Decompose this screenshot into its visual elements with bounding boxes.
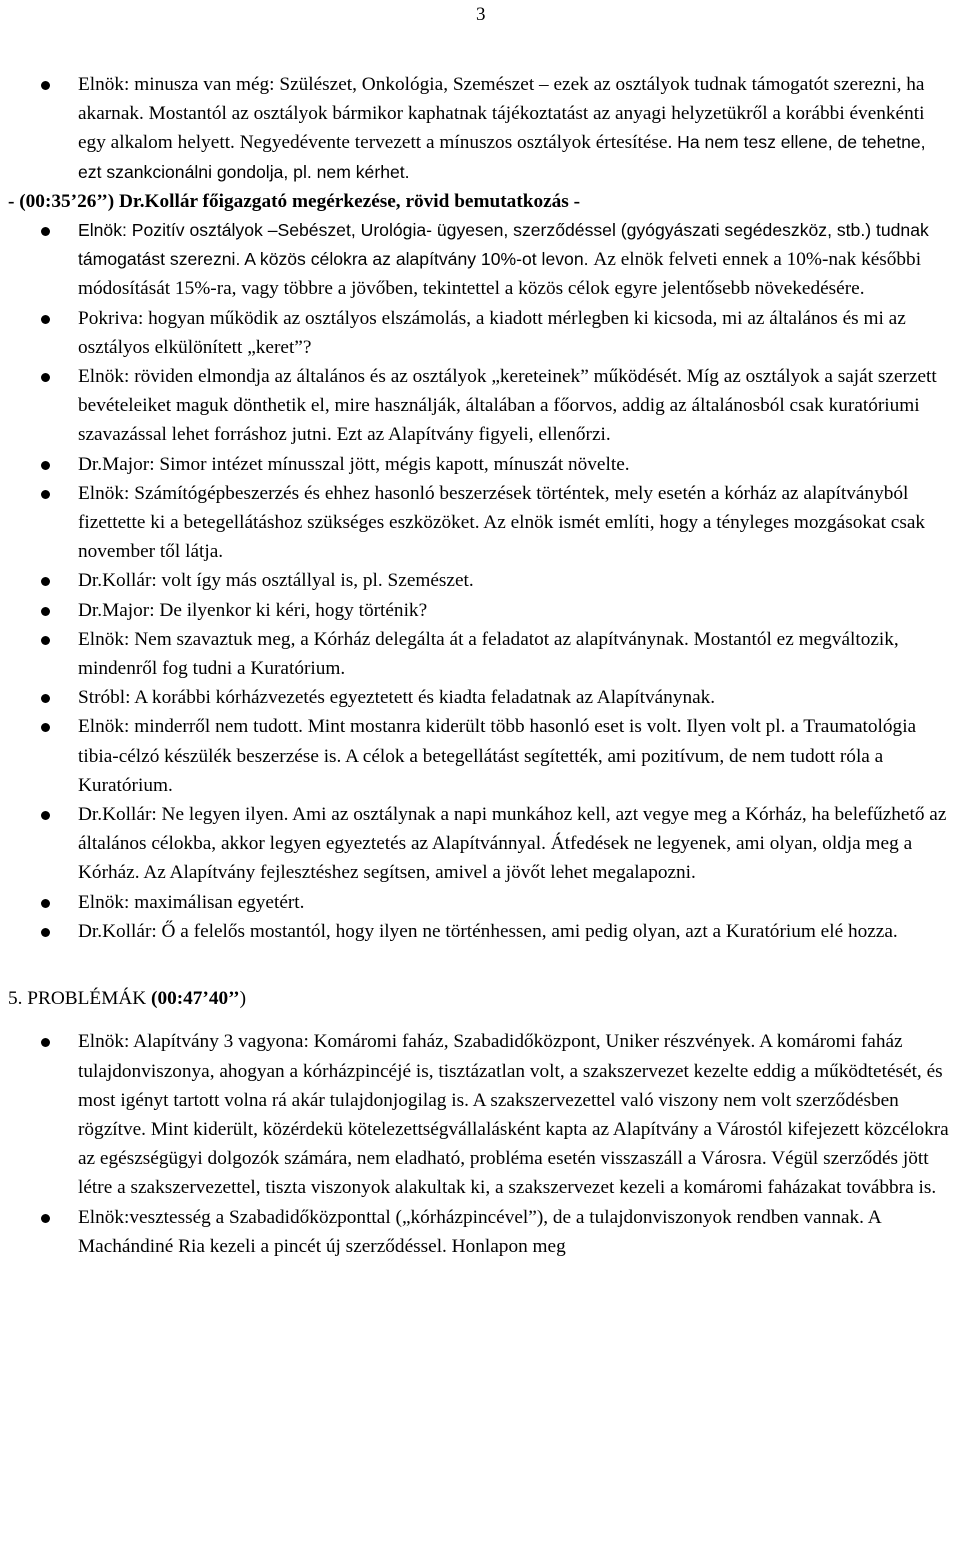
timestamp-prefix: - (00:35’26’’)	[8, 190, 119, 212]
list-item	[0, 1027, 960, 1202]
paragraph-text: Elnök: minderről nem tudott. Mint mostanra kiderült több hasonló eset is volt. Ilyen volt pl. a Traumatológia tibia-célzó készülék beszerzése is. A célok a betegellátást segítették, ami pozitívum, de nem tudott róla a Kuratórium.	[78, 716, 917, 796]
list-item	[0, 450, 960, 479]
bullet-list-2	[0, 216, 960, 946]
paragraph-text: Elnök: minusza van még: Szülészet, Onkológia, Szemészet – ezek az osztályok tudnak támogatót szerezni, ha akarnak. Mostantól az osztályok bármikor kaphatnak tájékoztatást az anyagi helyzetükről a korábbi évenkénti egy alkalom helyett. Negyedévente tervezett a mínuszos osztályok értesítése.	[78, 74, 925, 154]
bullet-icon	[41, 315, 50, 324]
bullet-icon	[41, 81, 50, 90]
paragraph-text: Dr.Major: De ilyenkor ki kéri, hogy történik?	[78, 599, 428, 621]
bullet-icon	[41, 577, 50, 586]
list-item	[0, 888, 960, 917]
list-item	[0, 70, 960, 187]
paragraph-text: Dr.Major: Simor intézet mínusszal jött, mégis kapott, mínuszát növelte.	[78, 453, 630, 475]
list-item	[0, 917, 960, 946]
list-item	[0, 362, 960, 450]
bullet-icon	[41, 373, 50, 382]
paragraph-text: Elnök: Számítógépbeszerzés és ehhez hasonló beszerzések történtek, mely esetén a kórház az alapítványból fizettette ki a betegellátáshoz szükséges eszközöket. Az elnök ismét említi, hogy a tényleges mozgásokat csak november től látja.	[78, 482, 926, 563]
paragraph-text: Elnök: Pozitív osztályok –Sebészet, Urológia- ügyesen, szerződéssel (gyógyászati segédeszköz, stb.) tudnak támogatást szerezni. A közös célokra az alapítvány 10%-ot levon.	[78, 220, 929, 270]
section-heading-prefix: 5. PROBLÉMÁK	[8, 988, 152, 1010]
bullet-icon	[41, 928, 50, 937]
bullet-list-1	[0, 70, 960, 187]
bullet-icon	[41, 490, 50, 499]
bullet-icon	[41, 461, 50, 470]
paragraph-text: Elnök: röviden elmondja az általános és az osztályok „kereteinek” működését. Míg az osztályok a saját szerzett bevételeiket maguk dönthetik el, mire használják, általában a főorvos, addig az általánosból csak kuratóriumi szavazással lehet forráshoz jutni. Ezt az Alapítvány figyeli, ellenőrzi.	[78, 366, 937, 446]
bullet-icon	[41, 899, 50, 908]
list-item	[0, 566, 960, 595]
list-item	[0, 1203, 960, 1261]
document-body	[0, 70, 960, 1261]
bullet-icon	[41, 636, 50, 645]
paragraph-text: Elnök: Nem szavaztuk meg, a Kórház delegálta át a feladatot az alapítványnak. Mostantól ez megváltozik, mindenről fog tudni a Kuratórium.	[78, 628, 899, 680]
list-item	[0, 625, 960, 683]
paragraph-text: Dr.Kollár: volt így más osztállyal is, pl. Szemészet.	[78, 570, 474, 592]
list-item	[0, 596, 960, 625]
section-heading-suffix: )	[239, 988, 246, 1010]
paragraph-text: Dr.Kollár: Ő a felelős mostantól, hogy ilyen ne történhessen, ami pedig olyan, azt a Kuratórium elé hozza.	[78, 920, 898, 942]
bullet-icon	[41, 227, 50, 236]
list-item	[0, 304, 960, 362]
bullet-icon	[41, 1038, 50, 1047]
bullet-icon	[41, 694, 50, 703]
bullet-icon	[41, 1214, 50, 1223]
bullet-list-3	[0, 1027, 960, 1261]
paragraph-text: Ha nem tesz ellene, de tehetne, ezt szankcionálni gondolja, pl. nem kérhet.	[78, 132, 926, 182]
bullet-icon	[41, 723, 50, 732]
list-item	[0, 800, 960, 888]
paragraph-text: Elnök: maximálisan egyetért.	[78, 891, 305, 913]
section-heading	[0, 984, 960, 1013]
paragraph-text: Elnök: Alapítvány 3 vagyona: Komáromi faház, Szabadidőközpont, Uniker részvények. A komáromi faház tulajdonviszonya, ahogyan a kórházpincéjé is, tisztázatlan volt, a szakszervezet kezelte eddig a működtetését, és most igényt tartott volna rá akár tulajdonjogilag is. A szakszervezettel való viszony nem volt szerződésben rögzítve. Mint kiderült, közérdekü kötelezettségvállalásként kapta az Alapítvány a Várostól kifejezett közcélokra az egészségügyi dolgozók számára, nem eladható, probléma esetén visszaszáll a Városra. Végül szerződés jött létre a szakszervezettel, tiszta viszonyok alakultak ki, a szakszervezet kezeli a komáromi faházakat továbbra is.	[78, 1031, 949, 1199]
section-heading-time: (00:47’40’’	[151, 988, 240, 1010]
timestamp-line	[0, 187, 960, 216]
paragraph-text: Stróbl: A korábbi kórházvezetés egyeztetett és kiadta feladatnak az Alapítványnak.	[78, 687, 716, 709]
list-item	[0, 712, 960, 800]
bullet-icon	[41, 607, 50, 616]
list-item	[0, 683, 960, 712]
paragraph-text: Elnök:vesztesség a Szabadidőközponttal („kórházpincével”), de a tulajdonviszonyok rendben vannak. A Machándiné Ria kezeli a pincét új szerződéssel. Honlapon meg	[78, 1206, 881, 1257]
paragraph-text: Dr.Kollár: Ne legyen ilyen. Ami az osztálynak a napi munkához kell, azt vegye meg a Kórház, ha belefűzhető az általános célokba, akkor legyen egyeztetés az Alapítvánnyal. Átfedések ne legyenek, ami olyan, oldja meg a Kórház. Az Alapítvány fejlesztéshez segítsen, amivel a jövőt lehet megalapozni.	[78, 804, 947, 884]
list-item	[0, 479, 960, 567]
timestamp-title: Dr.Kollár főigazgató megérkezése, rövid bemutatkozás -	[119, 190, 581, 212]
paragraph-text: Pokriva: hogyan működik az osztályos elszámolás, a kiadott mérlegben ki kicsoda, mi az általános és mi az osztályos elkülönített „keret”?	[78, 307, 906, 358]
paragraph-text: Az elnök felveti ennek a 10%-nak későbbi módosítását 15%-ra, vagy többre a jövőben, tekintettel a közös célok egyre jelentősebb növekedésére.	[78, 249, 922, 300]
bullet-icon	[41, 811, 50, 820]
page-number: 3	[476, 4, 486, 25]
list-item	[0, 216, 960, 304]
